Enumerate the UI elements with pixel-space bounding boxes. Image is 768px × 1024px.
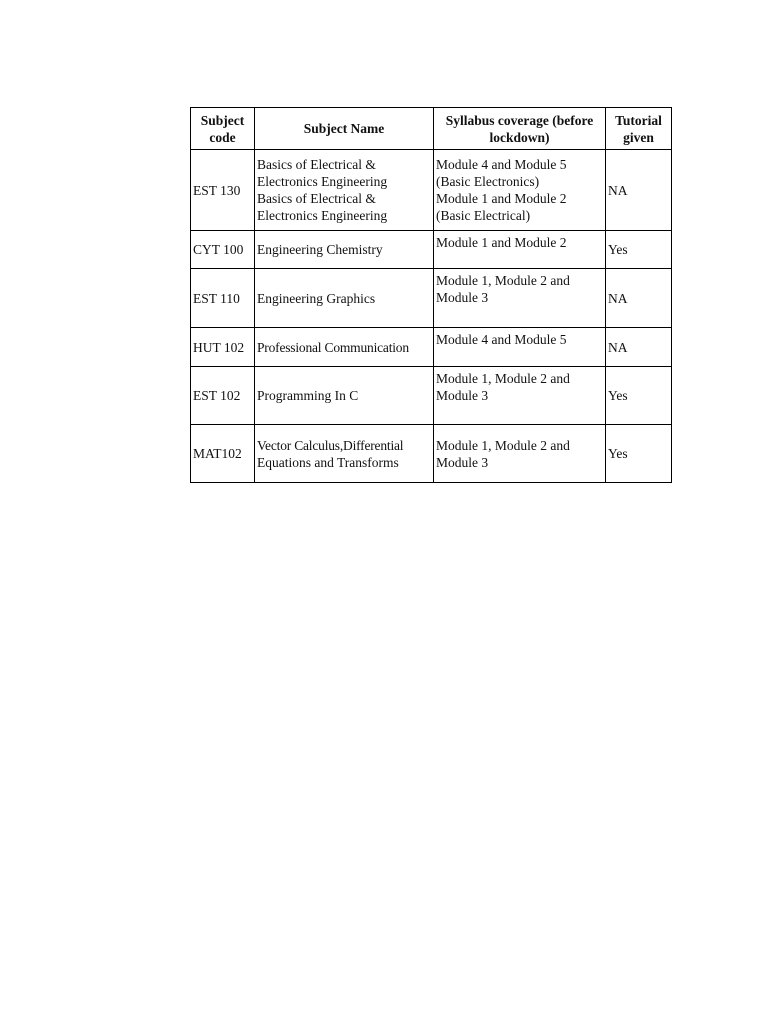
subject-code-cell: MAT102: [191, 425, 255, 483]
header-tutorial-given: [606, 108, 672, 150]
subject-code-cell: CYT 100: [191, 231, 255, 269]
syllabus-coverage-line: Module 1 and Module 2: [436, 191, 567, 206]
header-tutorial-given-line: Tutorial: [615, 112, 662, 128]
syllabus-coverage-line: Module 4 and Module 5: [436, 332, 567, 347]
syllabus-table: [190, 107, 672, 483]
subject-code-cell: EST 102: [191, 367, 255, 425]
tutorial-given-cell: Yes: [606, 425, 672, 483]
table-row: [191, 328, 672, 367]
syllabus-coverage-line: Module 1, Module 2 and: [436, 371, 570, 386]
subject-name-cell: [255, 269, 434, 328]
syllabus-coverage-cell: [434, 367, 606, 425]
subject-name-cell: [255, 367, 434, 425]
subject-name-line: Basics of Electrical &: [257, 157, 376, 172]
header-subject-name-line: Subject Name: [303, 121, 385, 136]
header-row: [191, 108, 672, 150]
header-tutorial-given-line: given: [623, 129, 654, 145]
tutorial-given-cell: NA: [606, 150, 672, 231]
tutorial-given-cell: Yes: [606, 231, 672, 269]
subject-code-cell: EST 130: [191, 150, 255, 231]
header-subject-code-line: Subject: [200, 112, 245, 128]
syllabus-coverage-line: Module 1 and Module 2: [436, 235, 567, 250]
syllabus-coverage-line: Module 4 and Module 5: [436, 157, 567, 172]
subject-name-line: Vector Calculus,Differential: [257, 437, 404, 453]
syllabus-coverage-line: (Basic Electrical): [436, 208, 531, 223]
table-row: [191, 269, 672, 328]
syllabus-coverage-cell: [434, 231, 606, 269]
subject-name-cell: [255, 425, 434, 483]
syllabus-coverage-line: Module 1, Module 2 and: [436, 273, 570, 288]
syllabus-coverage-cell: [434, 425, 606, 483]
subject-name-line: Programming In C: [257, 388, 359, 403]
syllabus-coverage-line: (Basic Electronics): [436, 174, 540, 189]
header-syllabus-coverage: [434, 108, 606, 150]
header-subject-code-line: code: [209, 129, 236, 145]
tutorial-given-cell: NA: [606, 328, 672, 367]
table-row: [191, 425, 672, 483]
header-subject-code: [191, 108, 255, 150]
subject-name-line: Electronics Engineering: [257, 208, 388, 223]
syllabus-coverage-line: Module 3: [436, 388, 489, 403]
header-subject-name: [255, 108, 434, 150]
header-syllabus-coverage-line: lockdown): [489, 129, 550, 145]
subject-name-cell: [255, 150, 434, 231]
subject-name-cell: [255, 328, 434, 367]
subject-name-line: Basics of Electrical &: [257, 191, 376, 206]
subject-code-cell: EST 110: [191, 269, 255, 328]
syllabus-coverage-line: Module 3: [436, 454, 489, 470]
table-row: [191, 367, 672, 425]
syllabus-coverage-cell: [434, 328, 606, 367]
subject-code-cell: HUT 102: [191, 328, 255, 367]
subject-name-cell: [255, 231, 434, 269]
syllabus-coverage-line: Module 1, Module 2 and: [436, 437, 570, 453]
subject-name-line: Electronics Engineering: [257, 174, 388, 189]
table-row: [191, 231, 672, 269]
table-row: [191, 150, 672, 231]
subject-name-line: Engineering Graphics: [257, 290, 376, 306]
syllabus-coverage-line: Module 3: [436, 290, 489, 305]
tutorial-given-cell: NA: [606, 269, 672, 328]
tutorial-given-cell: Yes: [606, 367, 672, 425]
subject-name-line: Engineering Chemistry: [257, 242, 383, 257]
syllabus-coverage-cell: [434, 150, 606, 231]
subject-name-line: Equations and Transforms: [257, 454, 399, 470]
header-syllabus-coverage-line: Syllabus coverage (before: [445, 112, 594, 128]
subject-name-line: Professional Communication: [257, 339, 409, 355]
syllabus-coverage-cell: [434, 269, 606, 328]
